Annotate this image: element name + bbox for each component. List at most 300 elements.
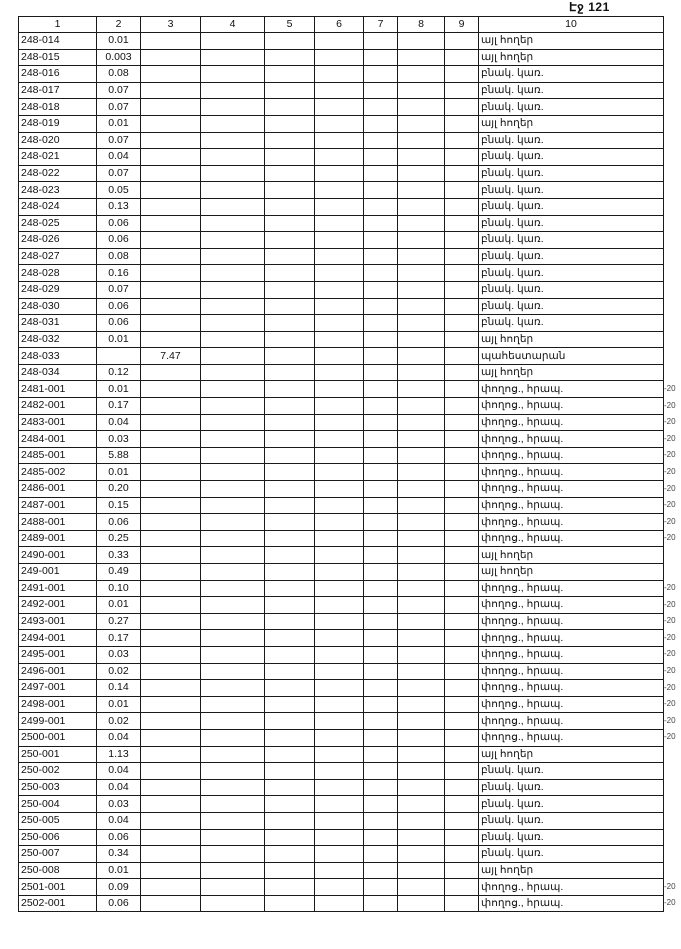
empty-cell [445,746,479,763]
empty-cell [201,846,265,863]
area-col3-value [141,729,201,746]
area-col3-value [141,846,201,863]
empty-cell [398,530,445,547]
empty-cell [398,49,445,66]
parcel-code: 2487-001 [19,497,97,514]
empty-cell [398,862,445,879]
empty-cell [364,348,398,365]
area-value: 0.01 [97,862,141,879]
empty-cell [201,315,265,332]
area-value: 0.06 [97,829,141,846]
empty-cell [315,580,364,597]
empty-cell [265,779,315,796]
parcel-code: 2497-001 [19,680,97,697]
area-col3-value: 7.47 [141,348,201,365]
empty-cell [398,547,445,564]
empty-cell [364,613,398,630]
empty-cell [398,198,445,215]
land-type: այլ հողեր [479,33,664,50]
empty-cell [398,82,445,99]
parcel-code: 248-027 [19,248,97,265]
empty-cell [201,547,265,564]
empty-cell [201,99,265,116]
parcel-code: 248-015 [19,49,97,66]
table-row [19,364,664,381]
empty-cell [398,895,445,912]
empty-cell [315,398,364,415]
margin-mark: -20 [664,583,676,593]
empty-cell [398,630,445,647]
area-value: 0.07 [97,132,141,149]
area-value: 0.07 [97,281,141,298]
empty-cell [364,215,398,232]
empty-cell [445,497,479,514]
empty-cell [398,66,445,83]
land-type: այլ հողեր [479,49,664,66]
empty-cell [445,215,479,232]
table-row [19,99,664,116]
area-value: 0.06 [97,514,141,531]
empty-cell [364,763,398,780]
land-type: այլ հողեր [479,364,664,381]
empty-cell [201,481,265,498]
empty-cell [265,149,315,166]
empty-cell [364,115,398,132]
empty-cell [398,796,445,813]
land-type: բնակ. կառ. [479,182,664,199]
area-col3-value [141,663,201,680]
empty-cell [398,232,445,249]
land-type: բնակ. կառ. [479,132,664,149]
empty-cell [201,746,265,763]
area-col3-value [141,431,201,448]
empty-cell [364,431,398,448]
empty-cell [201,364,265,381]
empty-cell [445,530,479,547]
empty-cell [201,680,265,697]
empty-cell [445,779,479,796]
empty-cell [201,729,265,746]
empty-cell [201,597,265,614]
parcel-code: 2495-001 [19,646,97,663]
empty-cell [364,82,398,99]
cadastre-table [18,16,664,912]
empty-cell [398,514,445,531]
margin-mark: -20 [664,466,676,476]
empty-cell [201,530,265,547]
column-header-2: 2 [97,17,141,33]
empty-cell [398,729,445,746]
land-type: բնակ. կառ. [479,248,664,265]
empty-cell [364,248,398,265]
empty-cell [265,364,315,381]
column-header-4: 4 [201,17,265,33]
empty-cell [201,497,265,514]
table-row [19,248,664,265]
empty-cell [265,198,315,215]
margin-mark: -20 [664,533,676,543]
area-col3-value [141,281,201,298]
empty-cell [201,331,265,348]
empty-cell [445,829,479,846]
table-row [19,281,664,298]
area-value: 0.12 [97,364,141,381]
area-value: 0.25 [97,530,141,547]
area-value: 0.33 [97,547,141,564]
area-value: 0.003 [97,49,141,66]
area-col3-value [141,680,201,697]
land-type: փողոց., հրապ. [479,414,664,431]
area-value: 0.14 [97,680,141,697]
land-type: բնակ. կառ. [479,763,664,780]
empty-cell [445,414,479,431]
margin-mark: -20 [664,666,676,676]
empty-cell [315,796,364,813]
land-type: բնակ. կառ. [479,149,664,166]
empty-cell [201,779,265,796]
empty-cell [364,99,398,116]
empty-cell [364,630,398,647]
table-row [19,713,664,730]
area-value: 0.06 [97,232,141,249]
empty-cell [201,232,265,249]
parcel-code: 2485-002 [19,464,97,481]
parcel-code: 248-020 [19,132,97,149]
empty-cell [265,82,315,99]
empty-cell [364,597,398,614]
empty-cell [315,215,364,232]
table-body [19,33,664,912]
empty-cell [201,265,265,282]
area-value: 0.01 [97,696,141,713]
empty-cell [445,348,479,365]
parcel-code: 2486-001 [19,481,97,498]
table-row [19,215,664,232]
empty-cell [445,696,479,713]
empty-cell [265,547,315,564]
table-row [19,464,664,481]
table-row [19,481,664,498]
empty-cell [315,82,364,99]
area-col3-value [141,381,201,398]
empty-cell [445,812,479,829]
parcel-code: 248-031 [19,315,97,332]
empty-cell [398,680,445,697]
empty-cell [315,696,364,713]
area-value: 0.20 [97,481,141,498]
area-value: 0.02 [97,713,141,730]
empty-cell [364,33,398,50]
empty-cell [315,564,364,581]
empty-cell [398,248,445,265]
empty-cell [201,281,265,298]
empty-cell [315,497,364,514]
empty-cell [265,895,315,912]
empty-cell [398,464,445,481]
empty-cell [315,182,364,199]
parcel-code: 2489-001 [19,530,97,547]
empty-cell [364,315,398,332]
area-value: 0.17 [97,630,141,647]
empty-cell [364,663,398,680]
empty-cell [201,348,265,365]
area-col3-value [141,215,201,232]
empty-cell [445,663,479,680]
land-type: բնակ. կառ. [479,298,664,315]
area-col3-value [141,829,201,846]
empty-cell [398,331,445,348]
empty-cell [265,33,315,50]
area-value: 0.01 [97,331,141,348]
empty-cell [315,248,364,265]
parcel-code: 248-016 [19,66,97,83]
empty-cell [445,381,479,398]
area-col3-value [141,99,201,116]
land-type: փողոց., հրապ. [479,680,664,697]
empty-cell [445,364,479,381]
parcel-code: 250-006 [19,829,97,846]
area-col3-value [141,265,201,282]
empty-cell [445,646,479,663]
empty-cell [398,33,445,50]
empty-cell [315,431,364,448]
empty-cell [265,414,315,431]
empty-cell [315,33,364,50]
area-value: 0.16 [97,265,141,282]
empty-cell [315,746,364,763]
empty-cell [445,398,479,415]
area-col3-value [141,315,201,332]
empty-cell [201,381,265,398]
empty-cell [445,580,479,597]
parcel-code: 2501-001 [19,879,97,896]
empty-cell [398,315,445,332]
empty-cell [445,33,479,50]
parcel-code: 2492-001 [19,597,97,614]
empty-cell [315,348,364,365]
land-type: բնակ. կառ. [479,82,664,99]
empty-cell [445,846,479,863]
empty-cell [364,381,398,398]
column-header-6: 6 [315,17,364,33]
empty-cell [201,182,265,199]
table-row [19,132,664,149]
empty-cell [201,862,265,879]
header-row [19,17,664,33]
land-type: փողոց., հրապ. [479,663,664,680]
empty-cell [364,232,398,249]
land-type: բնակ. կառ. [479,829,664,846]
area-col3-value [141,232,201,249]
empty-cell [445,149,479,166]
area-value: 0.04 [97,414,141,431]
empty-cell [364,812,398,829]
area-col3-value [141,812,201,829]
parcel-code: 250-004 [19,796,97,813]
empty-cell [398,364,445,381]
parcel-code: 248-034 [19,364,97,381]
land-type: բնակ. կառ. [479,232,664,249]
empty-cell [315,315,364,332]
area-value: 0.09 [97,879,141,896]
empty-cell [265,115,315,132]
empty-cell [398,713,445,730]
empty-cell [398,447,445,464]
land-type: բնակ. կառ. [479,165,664,182]
parcel-code: 248-028 [19,265,97,282]
empty-cell [445,514,479,531]
empty-cell [265,663,315,680]
empty-cell [445,464,479,481]
empty-cell [265,696,315,713]
empty-cell [265,862,315,879]
area-value: 0.03 [97,646,141,663]
page-number: Էջ 121 [569,0,610,14]
table-row [19,315,664,332]
empty-cell [315,829,364,846]
empty-cell [398,812,445,829]
margin-mark: -20 [664,682,676,692]
land-type: բնակ. կառ. [479,265,664,282]
empty-cell [265,514,315,531]
empty-cell [201,198,265,215]
empty-cell [364,149,398,166]
area-col3-value [141,580,201,597]
area-value: 0.10 [97,580,141,597]
empty-cell [364,547,398,564]
area-value: 0.02 [97,663,141,680]
area-col3-value [141,514,201,531]
table-row [19,431,664,448]
empty-cell [265,713,315,730]
area-value: 1.13 [97,746,141,763]
parcel-code: 2483-001 [19,414,97,431]
empty-cell [398,414,445,431]
area-value: 0.03 [97,431,141,448]
area-value: 0.04 [97,149,141,166]
empty-cell [445,265,479,282]
table-row [19,812,664,829]
empty-cell [201,398,265,415]
empty-cell [201,248,265,265]
empty-cell [315,680,364,697]
empty-cell [315,779,364,796]
empty-cell [201,564,265,581]
area-col3-value [141,447,201,464]
empty-cell [364,746,398,763]
parcel-code: 250-002 [19,763,97,780]
empty-cell [315,663,364,680]
area-value: 0.04 [97,729,141,746]
empty-cell [265,447,315,464]
empty-cell [315,547,364,564]
empty-cell [364,398,398,415]
area-col3-value [141,481,201,498]
empty-cell [265,182,315,199]
margin-mark: -20 [664,383,676,393]
parcel-code: 248-030 [19,298,97,315]
empty-cell [201,663,265,680]
empty-cell [364,165,398,182]
table-row [19,198,664,215]
empty-cell [315,447,364,464]
land-type: փողոց., հրապ. [479,514,664,531]
empty-cell [398,398,445,415]
area-value: 0.03 [97,796,141,813]
margin-mark: -20 [664,500,676,510]
margin-mark: -20 [664,616,676,626]
empty-cell [265,381,315,398]
land-type: բնակ. կառ. [479,215,664,232]
empty-cell [445,547,479,564]
empty-cell [265,564,315,581]
empty-cell [398,182,445,199]
empty-cell [398,663,445,680]
empty-cell [315,729,364,746]
empty-cell [265,530,315,547]
parcel-code: 2490-001 [19,547,97,564]
empty-cell [398,597,445,614]
empty-cell [398,298,445,315]
area-value: 0.04 [97,763,141,780]
empty-cell [364,497,398,514]
empty-cell [445,862,479,879]
area-col3-value [141,132,201,149]
parcel-code: 248-025 [19,215,97,232]
empty-cell [445,298,479,315]
empty-cell [364,713,398,730]
empty-cell [398,99,445,116]
empty-cell [265,729,315,746]
empty-cell [445,232,479,249]
empty-cell [364,265,398,282]
table-row [19,829,664,846]
table-row [19,33,664,50]
margin-mark: -20 [664,483,676,493]
area-value: 0.08 [97,248,141,265]
area-value: 0.17 [97,398,141,415]
column-header-9: 9 [445,17,479,33]
parcel-code: 248-018 [19,99,97,116]
empty-cell [364,530,398,547]
parcel-code: 250-007 [19,846,97,863]
empty-cell [364,862,398,879]
empty-cell [445,99,479,116]
land-type: այլ հողեր [479,564,664,581]
empty-cell [201,414,265,431]
table-row [19,580,664,597]
land-type: փողոց., հրապ. [479,895,664,912]
empty-cell [445,49,479,66]
empty-cell [315,879,364,896]
empty-cell [398,564,445,581]
empty-cell [445,315,479,332]
area-value: 0.06 [97,895,141,912]
empty-cell [265,680,315,697]
land-type: փողոց., հրապ. [479,613,664,630]
margin-mark: -20 [664,699,676,709]
land-type: փողոց., հրապ. [479,630,664,647]
empty-cell [364,298,398,315]
area-value: 0.08 [97,66,141,83]
empty-cell [265,746,315,763]
empty-cell [201,165,265,182]
area-value: 0.06 [97,215,141,232]
area-value: 0.07 [97,82,141,99]
empty-cell [398,580,445,597]
empty-cell [398,696,445,713]
empty-cell [364,331,398,348]
